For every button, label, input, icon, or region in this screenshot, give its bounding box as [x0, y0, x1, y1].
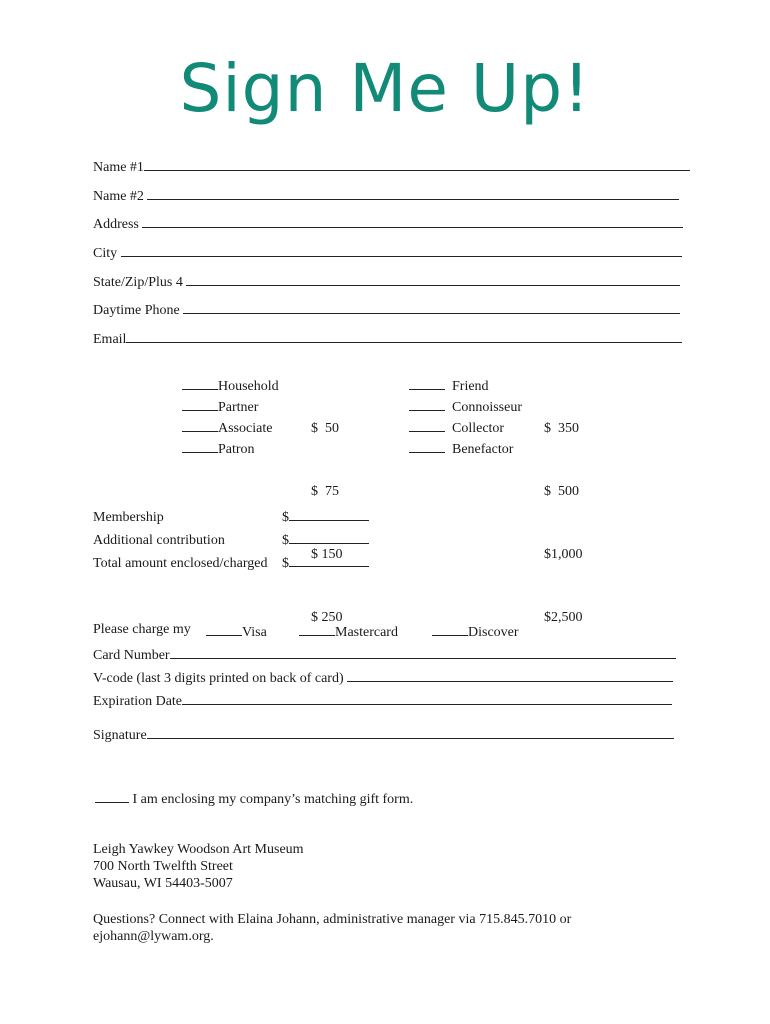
totals-labels — [93, 506, 267, 575]
tier-checkbox-line[interactable] — [182, 397, 218, 411]
tier-amount: $2,500 — [544, 610, 583, 625]
tier-patron[interactable] — [182, 439, 279, 460]
name1-label: Name #1 — [93, 160, 144, 175]
membership-amount-field[interactable] — [282, 506, 369, 529]
tier-checkbox-line[interactable] — [409, 397, 445, 411]
tier-connoisseur[interactable] — [409, 397, 522, 418]
tier-checkbox-line[interactable] — [409, 418, 445, 432]
tier-amount: $ 250 — [311, 610, 343, 625]
museum-street: 700 North Twelfth Street — [93, 859, 233, 874]
expiration-label: Expiration Date — [93, 694, 183, 709]
name2-input-line[interactable] — [147, 186, 679, 200]
amount-input-line[interactable] — [289, 530, 369, 544]
name2-field[interactable] — [93, 186, 679, 206]
signature-input-line[interactable] — [147, 725, 674, 739]
mastercard-label: Mastercard — [335, 625, 398, 640]
visa-option[interactable] — [206, 622, 267, 641]
daytime-phone-label: Daytime Phone — [93, 303, 180, 318]
museum-name: Leigh Yawkey Woodson Art Museum — [93, 842, 304, 857]
currency-symbol: $ — [282, 510, 289, 525]
expiration-input-line[interactable] — [182, 691, 672, 705]
address-input-line[interactable] — [142, 214, 683, 228]
card-number-field[interactable] — [93, 645, 676, 665]
tier-amount: $ 500 — [544, 484, 579, 499]
tier-household[interactable] — [182, 376, 279, 397]
address-label: Address — [93, 217, 139, 232]
tier-amount: $ 350 — [544, 421, 579, 436]
tier-amounts-right — [544, 376, 583, 649]
address-field[interactable] — [93, 214, 683, 234]
state-zip-field[interactable] — [93, 272, 680, 292]
tier-amount: $ 50 — [311, 421, 339, 436]
questions-line: Questions? Connect with Elaina Johann, administrative manager via 715.845.7010 or — [93, 912, 572, 927]
vcode-label: V-code (last 3 digits printed on back of card) — [93, 671, 344, 686]
tier-associate[interactable] — [182, 418, 279, 439]
tier-checkbox-line[interactable] — [182, 376, 218, 390]
discover-label: Discover — [468, 625, 519, 640]
card-number-input-line[interactable] — [170, 645, 676, 659]
tier-label: Benefactor — [452, 442, 514, 457]
signature-label: Signature — [93, 728, 147, 743]
tier-amount: $1,000 — [544, 547, 583, 562]
tier-list-right — [409, 376, 522, 460]
visa-checkbox-line[interactable] — [206, 622, 242, 636]
tier-collector[interactable] — [409, 418, 522, 439]
charge-label: Please charge my — [93, 622, 191, 637]
tier-amount: $ 75 — [311, 484, 339, 499]
tier-label: Partner — [218, 400, 259, 415]
card-number-label: Card Number — [93, 648, 170, 663]
tier-label: Collector — [452, 421, 505, 436]
discover-option[interactable] — [432, 622, 519, 641]
mastercard-checkbox-line[interactable] — [299, 622, 335, 636]
city-field[interactable] — [93, 243, 682, 263]
visa-label: Visa — [242, 625, 267, 640]
totals-amounts — [282, 506, 369, 575]
tier-partner[interactable] — [182, 397, 279, 418]
tier-checkbox-line[interactable] — [409, 376, 445, 390]
signature-field[interactable] — [93, 725, 674, 745]
email-label: Email — [93, 332, 127, 347]
name1-field[interactable] — [93, 157, 690, 177]
tier-label: Friend — [452, 379, 489, 394]
questions-email[interactable]: ejohann@lywam.org. — [93, 929, 214, 944]
mastercard-option[interactable] — [299, 622, 398, 641]
tier-list-left — [182, 376, 279, 460]
state-zip-label: State/Zip/Plus 4 — [93, 275, 183, 290]
tier-label: Patron — [218, 442, 255, 457]
additional-amount-field[interactable] — [282, 529, 369, 552]
matching-gift-label: I am enclosing my company’s matching gift form. — [132, 792, 414, 807]
city-input-line[interactable] — [121, 243, 682, 257]
additional-contribution-label: Additional contribution — [93, 533, 225, 548]
tier-label: Household — [218, 379, 279, 394]
amount-input-line[interactable] — [289, 507, 369, 521]
expiration-field[interactable] — [93, 691, 672, 711]
daytime-phone-input-line[interactable] — [183, 300, 680, 314]
tier-label: Connoisseur — [452, 400, 522, 415]
page-title: Sign Me Up! — [179, 50, 591, 127]
questions-text — [93, 911, 571, 945]
membership-label: Membership — [93, 510, 164, 525]
matching-gift-option[interactable] — [95, 789, 413, 808]
state-zip-input-line[interactable] — [186, 272, 680, 286]
discover-checkbox-line[interactable] — [432, 622, 468, 636]
matching-gift-checkbox-line[interactable] — [95, 789, 129, 803]
tier-amount: $ 150 — [311, 547, 343, 562]
daytime-phone-field[interactable] — [93, 300, 680, 320]
tier-checkbox-line[interactable] — [182, 439, 218, 453]
vcode-input-line[interactable] — [347, 668, 673, 682]
tier-checkbox-line[interactable] — [409, 439, 445, 453]
amount-input-line[interactable] — [289, 553, 369, 567]
tier-label: Associate — [218, 421, 273, 436]
vcode-field[interactable] — [93, 668, 673, 688]
email-input-line[interactable] — [126, 329, 682, 343]
currency-symbol: $ — [282, 556, 289, 571]
name2-label: Name #2 — [93, 189, 144, 204]
currency-symbol: $ — [282, 533, 289, 548]
total-amount-field[interactable] — [282, 552, 369, 575]
tier-friend[interactable] — [409, 376, 522, 397]
city-label: City — [93, 246, 118, 261]
tier-checkbox-line[interactable] — [182, 418, 218, 432]
tier-benefactor[interactable] — [409, 439, 522, 460]
total-amount-label: Total amount enclosed/charged — [93, 556, 268, 571]
email-field[interactable] — [93, 329, 682, 349]
name1-input-line[interactable] — [144, 157, 690, 171]
museum-city: Wausau, WI 54403-5007 — [93, 876, 233, 891]
museum-address — [93, 841, 304, 892]
